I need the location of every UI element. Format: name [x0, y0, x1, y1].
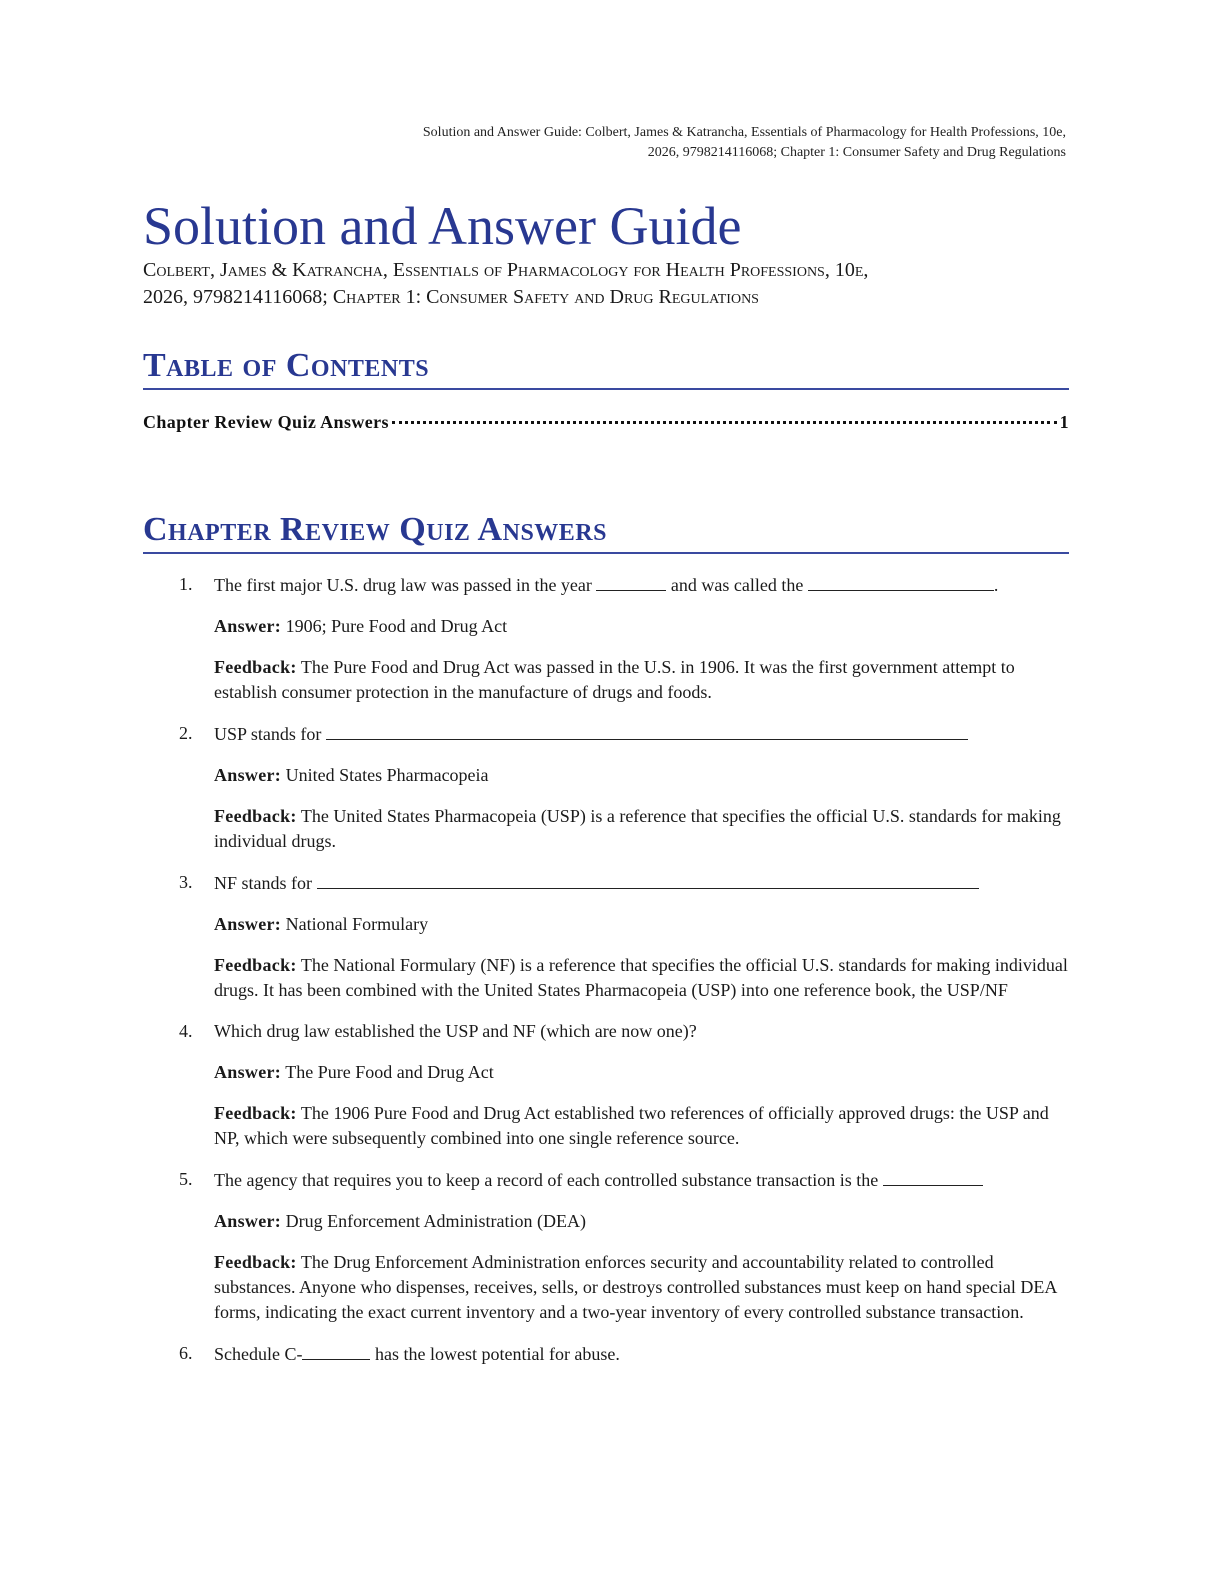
quiz-item-1 [143, 572, 1069, 705]
feedback-paragraph [214, 804, 1069, 854]
feedback-text: The Pure Food and Drug Act was passed in the U.S. in 1906. It was the first government attempt to establish consumer protection in the manufacture of drugs and foods. [214, 657, 1015, 702]
quiz-section-heading: Chapter Review Quiz Answers [143, 510, 1069, 554]
toc-entry-link[interactable] [143, 412, 1069, 433]
question-text [214, 1167, 1069, 1193]
answer-text: National Formulary [285, 914, 429, 934]
question-number: 1. [179, 574, 193, 594]
answer-label: Answer: [214, 1211, 282, 1231]
feedback-label: Feedback: [214, 955, 297, 975]
toc-dot-leader [392, 421, 1057, 424]
question-text-part: Schedule C- [214, 1344, 303, 1364]
running-header-line-1: Solution and Answer Guide: Colbert, James & Katrancha, Essentials of Pharmacology for Health Professions, 10e, [422, 125, 1066, 140]
answer-label: Answer: [214, 1062, 282, 1082]
document-title: Solution and Answer Guide [143, 196, 742, 256]
feedback-label: Feedback: [214, 657, 297, 677]
answer-text: The Pure Food and Drug Act [285, 1062, 494, 1082]
answer-text: 1906; Pure Food and Drug Act [285, 616, 508, 636]
feedback-text: The 1906 Pure Food and Drug Act established two references of officially approved drugs: the USP and NP, which were subsequently combined into one single reference source. [214, 1103, 1049, 1148]
toc-entry-label: Chapter Review Quiz Answers [143, 412, 389, 432]
answer-blank [317, 870, 979, 889]
document-subtitle [143, 257, 1073, 311]
feedback-paragraph [214, 655, 1069, 705]
answer-paragraph [214, 1060, 1069, 1085]
question-text-part: has the lowest potential for abuse. [370, 1344, 620, 1364]
question-number: 4. [179, 1021, 193, 1041]
quiz-item-6 [143, 1341, 1069, 1367]
question-text-part: and was called the [666, 575, 808, 595]
feedback-text: The National Formulary (NF) is a reference that specifies the official U.S. standards for making individual drugs. It has been combined with the United States Pharmacopeia (USP) into one reference book, the USP/NF [214, 955, 1068, 1000]
question-text [214, 721, 1069, 747]
feedback-label: Feedback: [214, 806, 297, 826]
question-text [214, 1341, 1069, 1367]
feedback-text: The United States Pharmacopeia (USP) is a reference that specifies the official U.S. standards for making individual drugs. [214, 806, 1061, 851]
answer-blank [808, 572, 994, 591]
feedback-paragraph [214, 953, 1069, 1003]
feedback-paragraph [214, 1250, 1069, 1325]
question-number: 3. [179, 872, 193, 892]
running-header-line-2: 2026, 9798214116068; Chapter 1: Consumer Safety and Drug Regulations [647, 145, 1066, 160]
feedback-text: The Drug Enforcement Administration enforces security and accountability related to controlled substances. Anyone who dispenses, receives, sells, or destroys controlled substances must keep on hand special DEA forms, indicating the exact current inventory and a two-year inventory of every controlled substance transaction. [214, 1252, 1057, 1322]
quiz-list [143, 572, 1069, 1383]
question-text-part: NF stands for [214, 873, 317, 893]
question-number: 2. [179, 723, 193, 743]
answer-label: Answer: [214, 765, 282, 785]
answer-text: Drug Enforcement Administration (DEA) [285, 1211, 587, 1231]
answer-blank [326, 721, 968, 740]
quiz-item-5 [143, 1167, 1069, 1325]
question-text-part: The agency that requires you to keep a record of each controlled substance transaction is the [214, 1170, 883, 1190]
answer-label: Answer: [214, 616, 282, 636]
running-header [306, 123, 1066, 163]
question-text-part: . [993, 575, 999, 595]
question-number: 5. [179, 1169, 193, 1189]
answer-blank [596, 572, 666, 591]
feedback-label: Feedback: [214, 1103, 297, 1123]
answer-paragraph [214, 1209, 1069, 1234]
answer-paragraph [214, 912, 1069, 937]
quiz-item-2 [143, 721, 1069, 854]
answer-label: Answer: [214, 914, 282, 934]
question-text-part: The first major U.S. drug law was passed in the year [214, 575, 597, 595]
answer-text: United States Pharmacopeia [285, 765, 489, 785]
question-text [214, 572, 1069, 598]
question-text: Which drug law established the USP and NF (which are now one)? [214, 1021, 697, 1041]
answer-paragraph [214, 763, 1069, 788]
feedback-paragraph [214, 1101, 1069, 1151]
toc-heading: Table of Contents [143, 346, 1069, 390]
feedback-label: Feedback: [214, 1252, 297, 1272]
toc-entry-page-number: 1 [1059, 412, 1069, 432]
answer-paragraph [214, 614, 1069, 639]
question-text [214, 870, 1069, 896]
question-number: 6. [179, 1343, 193, 1363]
document-subtitle-line-2: 2026, 9798214116068; Chapter 1: Consumer Safety and Drug Regulations [143, 286, 759, 308]
quiz-item-4 [143, 1019, 1069, 1151]
question-text-part: USP stands for [214, 724, 326, 744]
answer-blank [883, 1167, 983, 1186]
quiz-item-3 [143, 870, 1069, 1003]
document-subtitle-line-1: Colbert, James & Katrancha, Essentials of Pharmacology for Health Professions, 10e, [143, 259, 869, 281]
answer-blank [302, 1341, 370, 1360]
